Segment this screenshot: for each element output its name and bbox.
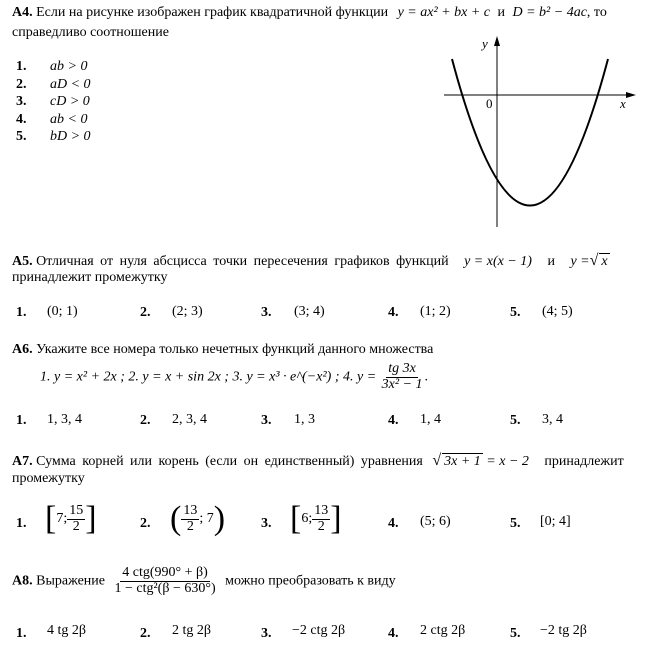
a4-option-4[interactable] <box>16 111 91 129</box>
a4-text-line1: Если на рисунке изображен график квадратичной функции <box>36 5 389 20</box>
a5-question: A5. Отличная от нуля абсцисса точки пересечения графиков функций y = x(x − 1) и y =√ x <box>12 252 608 269</box>
a7-option-2[interactable] <box>140 516 151 532</box>
fraction <box>67 504 85 534</box>
a6-option-5[interactable] <box>510 413 521 429</box>
a5-f1: y = x(x − 1) <box>464 254 532 269</box>
a4-then: , то <box>586 5 607 20</box>
a8-text-line1: Выражение <box>36 573 105 589</box>
fraction <box>181 504 199 534</box>
option-text: (5; 6) <box>420 514 451 529</box>
fraction <box>312 504 330 534</box>
a5-option-4[interactable] <box>388 305 399 321</box>
a8-line1-end: можно преобразовать к виду <box>225 573 396 589</box>
option-text: [0; 4] <box>540 514 571 529</box>
a7-option-5[interactable] <box>510 516 521 532</box>
parabola-curve <box>452 59 608 206</box>
a5-f2-radicand: x <box>601 254 608 269</box>
option-number: 3. <box>261 626 272 641</box>
fraction-denominator: 2 <box>72 518 80 534</box>
a8-option-4[interactable] <box>388 626 399 642</box>
a5-option-2[interactable] <box>140 305 151 321</box>
option-text: 3, 4 <box>542 412 563 427</box>
option-number: 4. <box>388 305 399 320</box>
a7-text-line2: промежутку <box>12 471 85 486</box>
option-number: 3. <box>261 305 272 320</box>
x-axis-label: x <box>620 96 626 111</box>
a6-fn1: 1. y = x² + 2x ; <box>40 369 125 385</box>
origin-label: 0 <box>486 96 493 111</box>
option-text: (3; 4) <box>294 304 325 319</box>
fraction-numerator: 13 <box>183 502 198 518</box>
interval-start: 7; <box>56 511 68 527</box>
a5-f2: y = <box>570 254 590 269</box>
option-text: 4 tg 2β <box>47 623 87 638</box>
x-axis-arrow <box>626 92 636 98</box>
option-number: 2. <box>16 76 27 92</box>
option-text: ab > 0 <box>50 59 88 74</box>
a6-fn4-end: . <box>424 369 429 385</box>
option-number: 1. <box>16 626 27 641</box>
a4-option-5[interactable] <box>16 128 91 146</box>
a6-label: A6. <box>12 342 33 357</box>
option-text: (2; 3) <box>172 304 203 319</box>
option-text: 2 ctg 2β <box>420 623 466 638</box>
option-number: 2. <box>140 626 151 641</box>
option-number: 3. <box>261 413 272 428</box>
a5-text-line1: Отличная от нуля абсцисса точки пересечения графиков функций <box>36 254 449 269</box>
a8-option-1[interactable] <box>16 626 27 642</box>
a4-option-2[interactable] <box>16 76 91 94</box>
option-number: 5. <box>16 129 27 144</box>
option-text: aD < 0 <box>50 76 91 92</box>
a4-formula-y: y = ax² + bx + c <box>397 5 490 20</box>
a7-eq-rest: = x − 2 <box>486 454 529 469</box>
bracket-right: ] <box>85 500 97 537</box>
a5-label: A5. <box>12 254 33 269</box>
a7-eq-radicand: 3x + 1 <box>444 454 481 469</box>
option-text: 2, 3, 4 <box>172 412 207 427</box>
a6-fn4-fraction <box>380 362 425 392</box>
option-number: 4. <box>388 413 399 428</box>
a5-option-5[interactable] <box>510 305 521 321</box>
a6-fn3: 3. y = x³ · e^(−x²) ; <box>232 369 340 385</box>
a6-fn2: 2. y = x + sin 2x ; <box>128 369 229 385</box>
option-text: 1, 4 <box>420 412 441 427</box>
option-number: 2. <box>140 516 151 531</box>
fraction-numerator: tg 3x <box>388 361 416 376</box>
option-number: 3. <box>16 94 27 109</box>
bracket-right: ) <box>213 500 226 537</box>
fraction-denominator: 2 <box>186 518 194 534</box>
option-text: 1, 3, 4 <box>47 412 82 427</box>
fraction-denominator: 2 <box>317 518 325 534</box>
a5-option-3[interactable] <box>261 305 272 321</box>
bracket-left: [ <box>45 500 57 537</box>
y-axis-arrow <box>494 36 500 46</box>
option-number: 5. <box>510 516 521 531</box>
a5-text-line2: принадлежит промежутку <box>12 270 168 285</box>
a5-and: и <box>547 254 555 269</box>
fraction-numerator: 15 <box>69 502 84 518</box>
a8-question <box>12 566 396 596</box>
option-text: bD > 0 <box>50 129 91 144</box>
y-axis-label: y <box>482 36 488 51</box>
fraction-numerator: 4 ctg(990° + β) <box>122 565 208 580</box>
a4-options <box>16 58 91 146</box>
option-text: 1, 3 <box>294 412 315 427</box>
fraction-numerator: 13 <box>314 502 329 518</box>
fraction-denominator: 3x² − 1 <box>381 376 423 392</box>
option-number: 1. <box>16 305 27 320</box>
a6-fn4: 4. y = <box>343 369 377 385</box>
option-number: 3. <box>261 516 272 531</box>
option-text: −2 ctg 2β <box>292 623 346 638</box>
a8-label: A8. <box>12 573 33 589</box>
option-text: (1; 2) <box>420 304 451 319</box>
a4-and: и <box>497 5 505 20</box>
option-number: 1. <box>16 516 27 531</box>
a4-question <box>12 5 607 21</box>
a4-text-line2: справедливо соотношение <box>12 25 169 40</box>
a7-option-1-value <box>45 502 97 536</box>
interval-start: 6; <box>301 511 313 527</box>
a7-option-3-value <box>290 502 342 536</box>
a7-option-1[interactable] <box>16 516 27 532</box>
a6-option-3[interactable] <box>261 413 272 429</box>
a4-option-1[interactable] <box>16 58 91 76</box>
a7-option-4[interactable] <box>388 516 399 532</box>
a4-option-3[interactable] <box>16 93 91 111</box>
a5-option-1[interactable] <box>16 305 27 321</box>
option-number: 5. <box>510 626 521 641</box>
a6-text-line1: Укажите все номера только нечетных функций данного множества <box>36 342 434 357</box>
a6-option-4[interactable] <box>388 413 399 429</box>
a7-text-line1: Сумма корней или корень (если он единственный) уравнения <box>36 454 423 469</box>
a8-expression-fraction <box>112 566 217 596</box>
fraction-denominator: 1 − ctg²(β − 630°) <box>114 580 216 596</box>
a7-label: A7. <box>12 454 33 469</box>
bracket-right: ] <box>330 500 342 537</box>
a7-line1-end: принадлежит <box>544 454 624 469</box>
option-number: 5. <box>510 413 521 428</box>
a6-option-2[interactable] <box>140 413 151 429</box>
option-number: 4. <box>16 111 27 127</box>
a6-functions <box>40 362 428 392</box>
a7-option-2-value <box>170 502 225 536</box>
option-number: 2. <box>140 305 151 320</box>
bracket-left: [ <box>290 500 302 537</box>
option-number: 1. <box>16 413 27 428</box>
option-number: 4. <box>388 516 399 531</box>
a7-question: A7. Сумма корней или корень (если он единственный) уравнения √ 3x + 1 = x − 2 принадлежит <box>12 452 624 469</box>
a7-option-3[interactable] <box>261 516 272 532</box>
option-number: 2. <box>140 413 151 428</box>
option-text: −2 tg 2β <box>540 623 587 638</box>
option-text: cD > 0 <box>50 94 90 109</box>
bracket-left: ( <box>170 500 182 537</box>
a4-formula-d: D = b² − 4ac <box>512 5 587 20</box>
option-number: 5. <box>510 305 521 320</box>
a6-question <box>12 342 433 358</box>
option-number: 4. <box>388 626 399 641</box>
a8-option-3[interactable] <box>261 626 272 642</box>
a4-parabola-graph <box>440 32 640 232</box>
a6-option-1[interactable] <box>16 413 27 429</box>
a8-option-2[interactable] <box>140 626 151 642</box>
option-text: 2 tg 2β <box>172 623 212 638</box>
a8-option-5[interactable] <box>510 626 521 642</box>
option-text: (4; 5) <box>542 304 573 319</box>
a4-label: A4. <box>12 5 33 20</box>
option-text: (0; 1) <box>47 304 78 319</box>
option-text: ab < 0 <box>50 111 88 127</box>
interval-end: ; 7 <box>199 511 214 527</box>
option-number: 1. <box>16 59 27 74</box>
